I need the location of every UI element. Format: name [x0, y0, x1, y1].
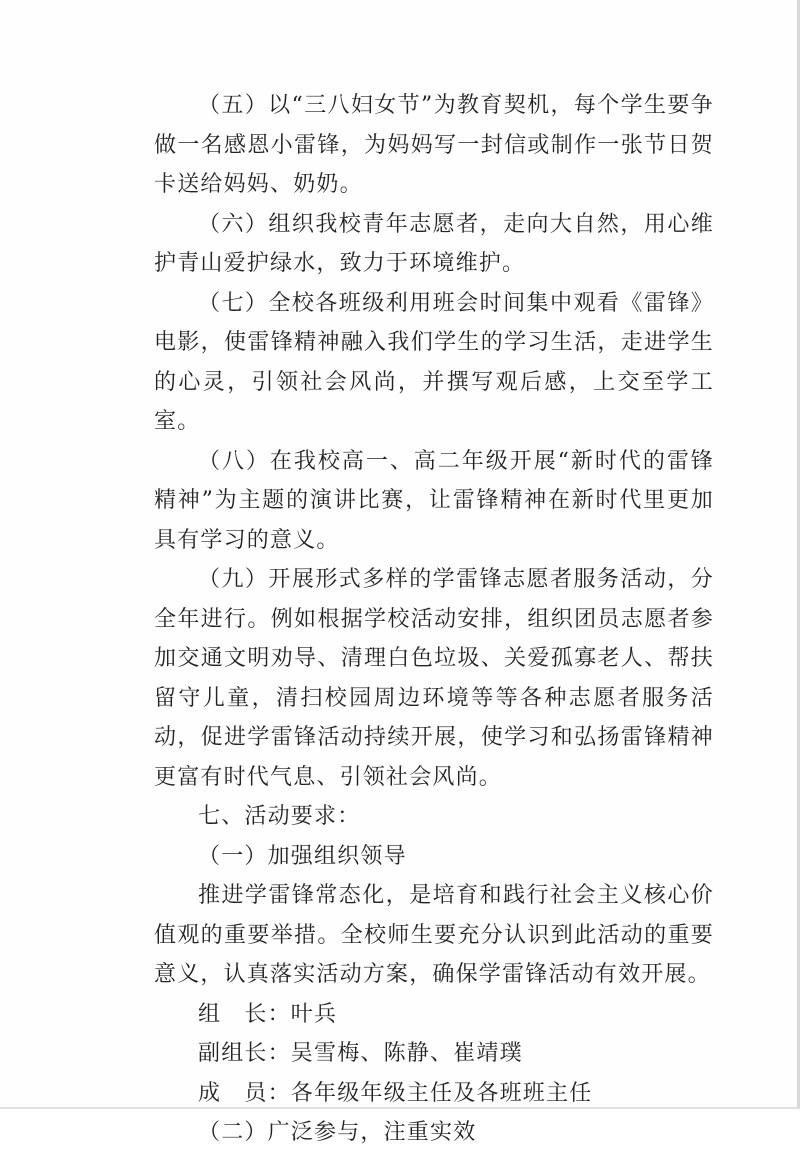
subsection-heading-2: （二）广泛参与，注重实效 — [198, 1120, 477, 1145]
role-deputy: 副组长：吴雪梅、陈静、崔靖璞 — [198, 1041, 523, 1066]
subsection-heading-1: （一）加强组织领导 — [198, 843, 407, 869]
paragraph-five: （五）以“三八妇女节”为教育契机，每个学生要争做一名感恩小雷锋，为妈妈写一封信或制作一张节日贺卡送给妈妈、奶奶。 — [154, 93, 714, 197]
section-heading: 七、活动要求： — [198, 804, 361, 829]
paragraph-six: （六）组织我校青年志愿者，走向大自然，用心维护青山爱护绿水，致力于环境维护。 — [154, 211, 714, 276]
paragraph-seven: （七）全校各班级利用班会时间集中观看《雷锋》电影，使雷锋精神融入我们学生的学习生活，走进学生的心灵，引领社会风尚，并撰写观后感，上交至学工室。 — [154, 290, 714, 434]
requirement-paragraph: 推进学雷锋常态化，是培育和践行社会主义核心价值观的重要举措。全校师生要充分认识到此活动的重要意义，认真落实活动方案，确保学雷锋活动有效开展。 — [154, 883, 714, 987]
paragraph-nine: （九）开展形式多样的学雷锋志愿者服务活动，分全年进行。例如根据学校活动安排，组织团员志愿者参加交通文明劝导、清理白色垃圾、关爱孤寡老人、帮扶留守儿童，清扫校园周边环境等等各种志愿者服务活动，促进学雷锋活动持续开展，使学习和弘扬雷锋精神更富有时代气息、引领社会风尚。 — [154, 567, 714, 790]
role-members: 成 员：各年级年级主任及各班班主任 — [198, 1080, 593, 1106]
paragraph-eight: （八）在我校高一、高二年级开展“新时代的雷锋精神”为主题的演讲比赛，让雷锋精神在新时代里更加具有学习的意义。 — [154, 448, 714, 553]
role-leader: 组 长：叶兵 — [198, 1001, 338, 1027]
document-body — [154, 86, 714, 1153]
